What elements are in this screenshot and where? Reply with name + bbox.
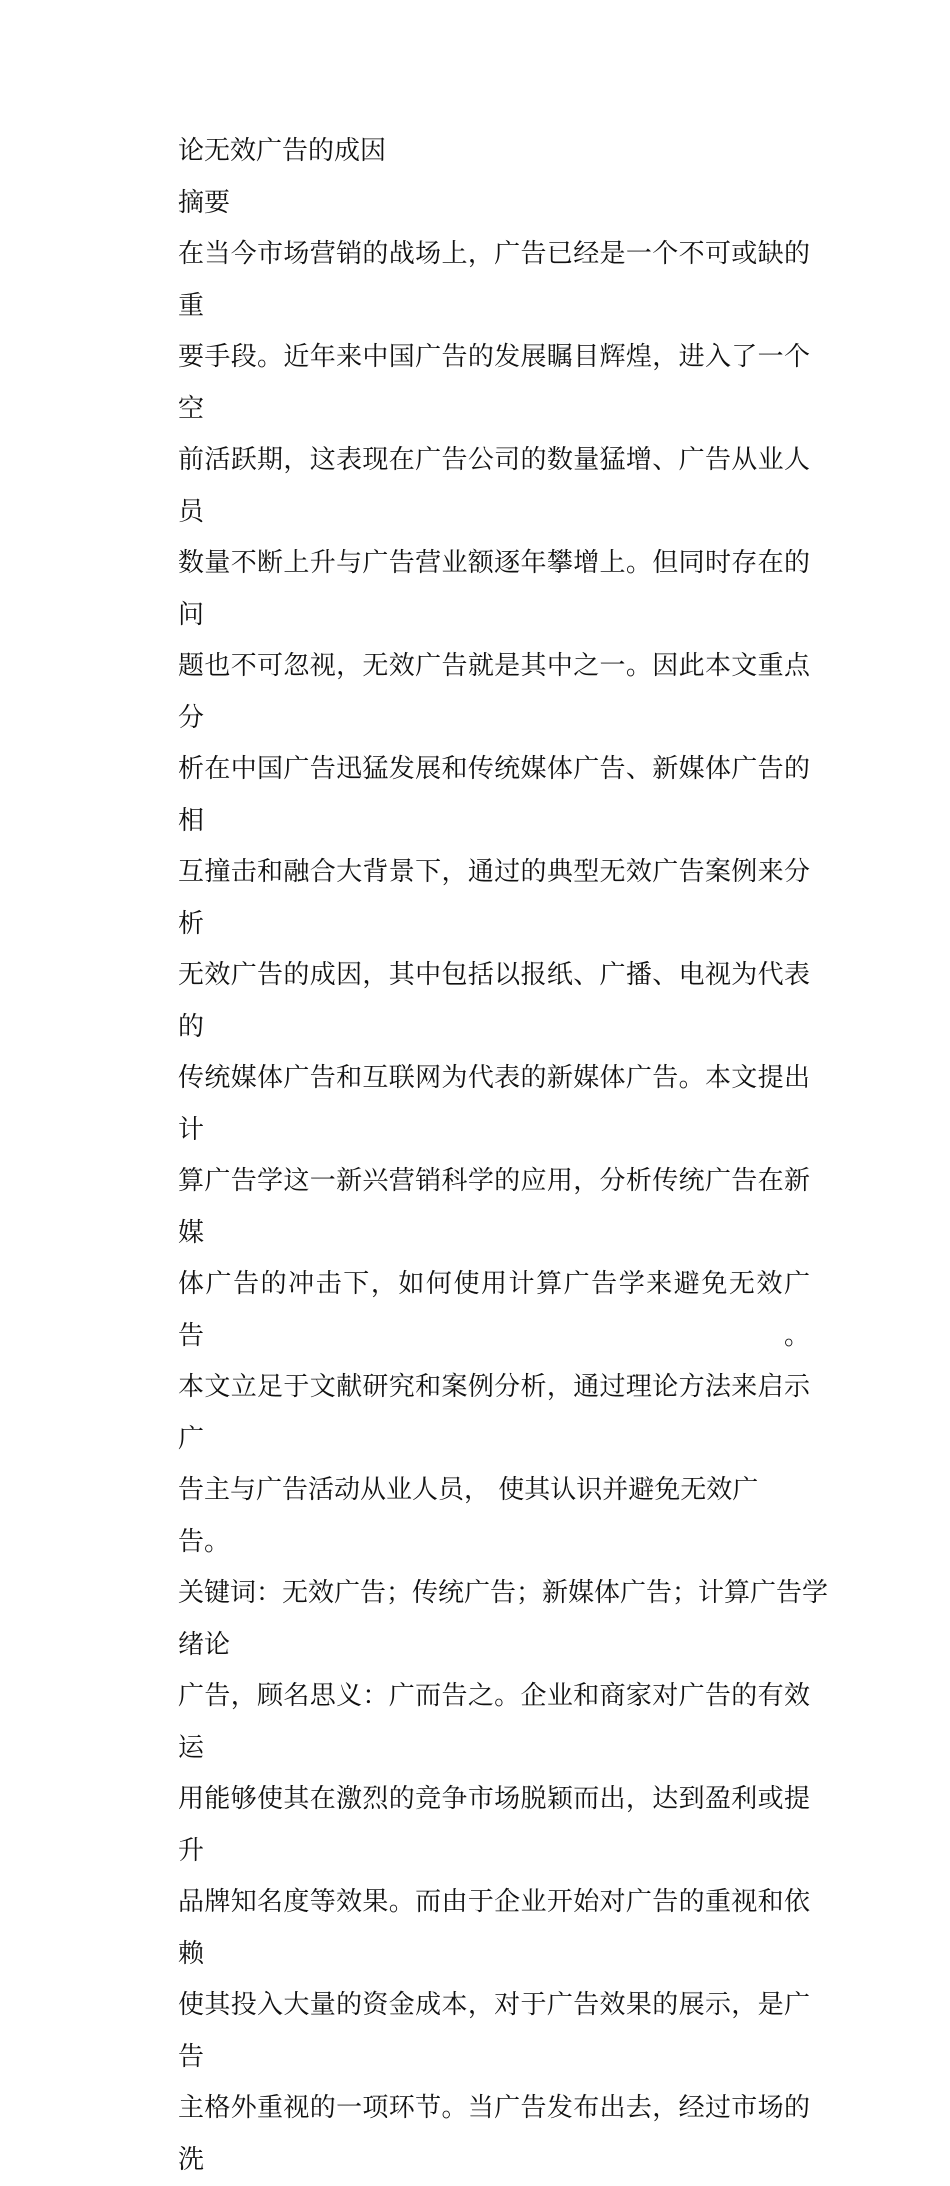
abstract-line: 数量不断上升与广告营业额逐年攀增上。但同时存在的问 (178, 548, 810, 630)
abstract-line: 算广告学这一新兴营销科学的应用，分析传统广告在新媒 (178, 1166, 810, 1248)
abstract-line: 在当今市场营销的战场上，广告已经是一个不可或缺的重 (178, 239, 810, 321)
abstract-line: 无效广告的成因，其中包括以报纸、广播、电视为代表的 (178, 960, 810, 1042)
intro-line: 主格外重视的一项环节。当广告发布出去，经过市场的洗 (178, 2093, 810, 2175)
intro-line: 品牌知名度等效果。而由于企业开始对广告的重视和依赖 (178, 1887, 810, 1969)
abstract-line: 互撞击和融合大背景下，通过的典型无效广告案例来分析 (178, 857, 810, 939)
intro-paragraph (178, 1671, 810, 2186)
abstract-line: 告主与广告活动从业人员， 使其认识并避免无效广告。 (178, 1475, 759, 1557)
intro-line: 广告，顾名思义：广而告之。企业和商家对广告的有效运 (178, 1681, 810, 1763)
abstract-line: 题也不可忽视，无效广告就是其中之一。因此本文重点分 (178, 651, 810, 733)
abstract-line: 前活跃期，这表现在广告公司的数量猛增、广告从业人员 (178, 445, 810, 527)
intro-line: 使其投入大量的资金成本，对于广告效果的展示，是广告 (178, 1990, 810, 2072)
abstract-line: 要手段。近年来中国广告的发展瞩目辉煌，进入了一个空 (178, 342, 810, 424)
document-body (178, 126, 829, 2186)
intro-heading: 绪论 (178, 1629, 231, 1660)
abstract-line: 析在中国广告迅猛发展和传统媒体广告、新媒体广告的相 (178, 754, 810, 836)
abstract-line: 传统媒体广告和互联网为代表的新媒体广告。本文提出计 (178, 1063, 810, 1145)
abstract-paragraph (178, 229, 810, 1568)
keywords-line: 关键词：无效广告；传统广告；新媒体广告；计算广告学 (178, 1578, 829, 1608)
intro-line: 用能够使其在激烈的竞争市场脱颖而出，达到盈利或提升 (178, 1784, 810, 1866)
abstract-heading: 摘要 (178, 187, 231, 218)
abstract-line: 体广告的冲击下，如何使用计算广告学来避免无效广告。 (178, 1269, 810, 1351)
document-title: 论无效广告的成因 (178, 136, 387, 166)
abstract-line: 本文立足于文献研究和案例分析，通过理论方法来启示广 (178, 1372, 810, 1454)
